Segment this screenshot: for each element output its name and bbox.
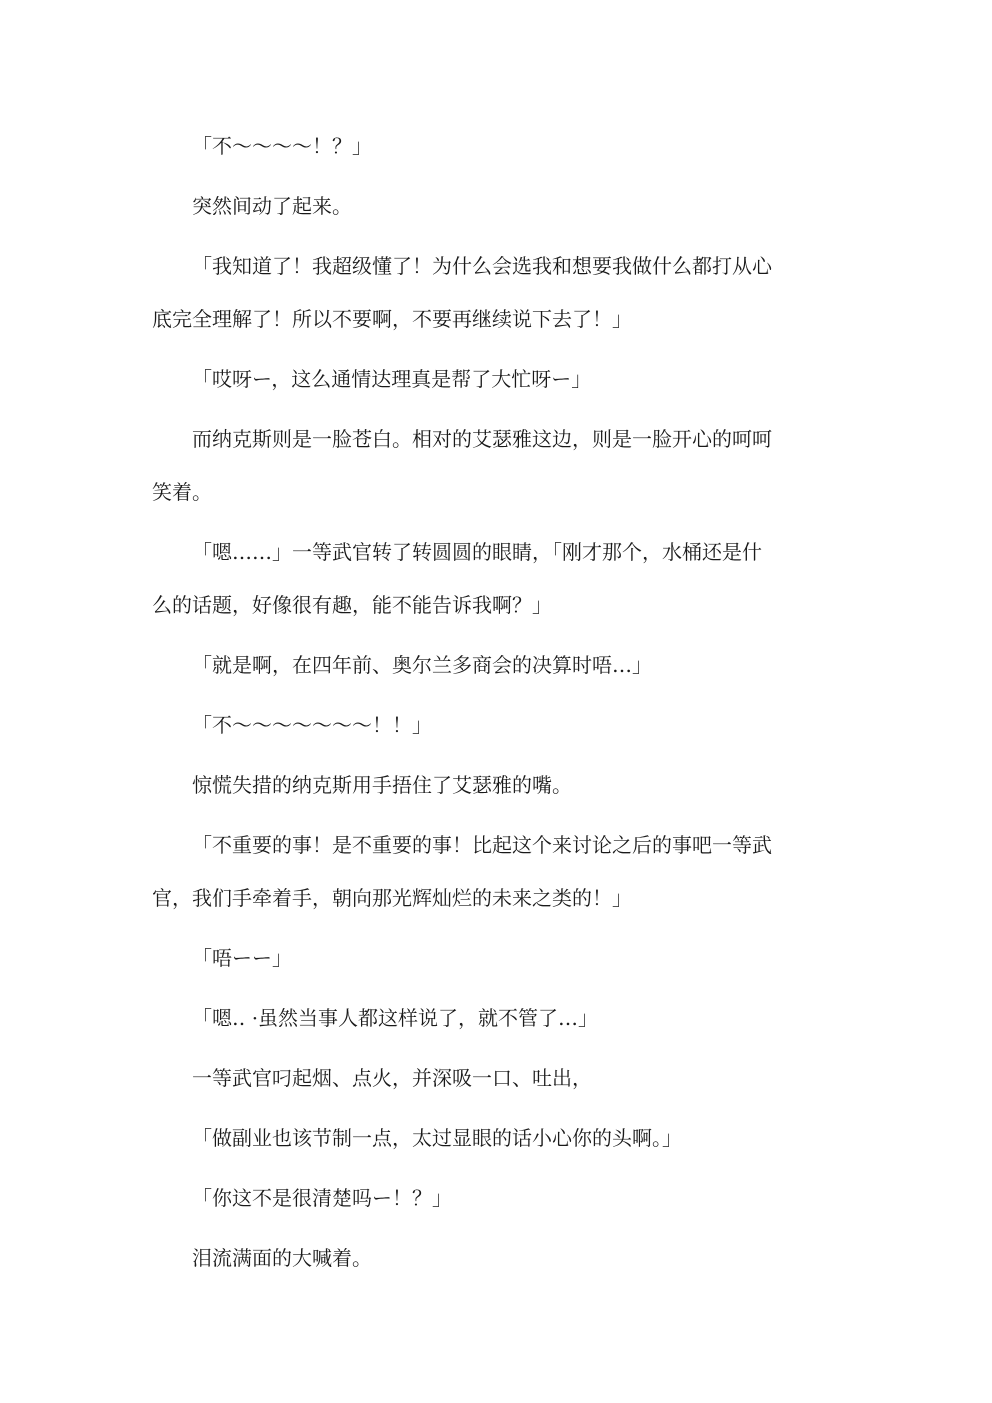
- text-line: 「我知道了！我超级懂了！为什么会选我和想要我做什么都打从心: [192, 254, 772, 278]
- text-line: 惊慌失措的纳克斯用手捂住了艾瑟雅的嘴。: [192, 773, 572, 797]
- text-line: 一等武官叼起烟、点火，并深吸一口、吐出，: [192, 1066, 592, 1090]
- text-line: 「唔ーー」: [192, 946, 292, 970]
- text-line: 「你这不是很清楚吗ー！？」: [192, 1186, 452, 1210]
- text-line: 突然间动了起来。: [192, 194, 352, 218]
- text-line: 么的话题，好像很有趣，能不能告诉我啊？」: [152, 593, 552, 617]
- text-line: 「不～～～～！？」: [192, 134, 372, 158]
- text-line: 「哎呀ー，这么通情达理真是帮了大忙呀ー」: [192, 367, 592, 391]
- text-line: 底完全理解了！所以不要啊，不要再继续说下去了！」: [152, 307, 632, 331]
- text-line: 「就是啊，在四年前、奥尔兰多商会的决算时唔…」: [192, 653, 652, 677]
- text-line: 泪流满面的大喊着。: [192, 1246, 372, 1270]
- text-line: 「嗯‥ ·虽然当事人都这样说了，就不管了…」: [192, 1006, 599, 1030]
- text-line: 而纳克斯则是一脸苍白。相对的艾瑟雅这边，则是一脸开心的呵呵: [192, 427, 772, 451]
- text-line: 官，我们手牵着手，朝向那光辉灿烂的未来之类的！」: [152, 886, 632, 910]
- text-line: 「做副业也该节制一点，太过显眼的话小心你的头啊。」: [192, 1126, 682, 1150]
- text-line: 「嗯……」一等武官转了转圆圆的眼睛，「刚才那个，水桶还是什: [192, 540, 762, 564]
- text-line: 笑着。: [152, 480, 212, 504]
- text-line: 「不重要的事！是不重要的事！比起这个来讨论之后的事吧一等武: [192, 833, 772, 857]
- text-line: 「不～～～～～～～！！」: [192, 713, 432, 737]
